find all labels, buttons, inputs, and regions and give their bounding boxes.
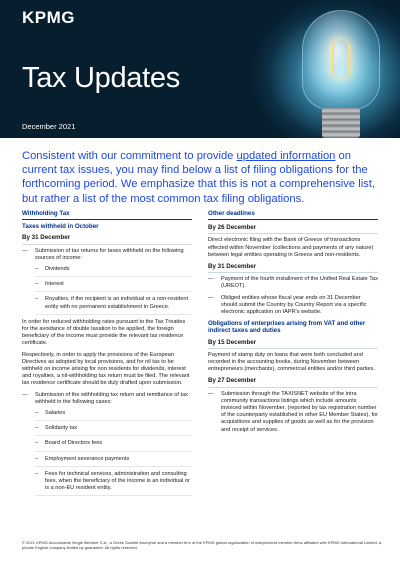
- page-title: Tax Updates: [22, 62, 180, 94]
- paragraph: Direct electronic filing with the Bank of Greece of transactions effected within November (collections and payments of any nature) between legal entities operating in Greece and non-residents.: [208, 237, 374, 258]
- paragraph: Payment of stamp duty on loans that were both concluded and recorded in the accounting books, during November between entrepreneurs (merchants), commercial entities and/or third parties.: [208, 351, 375, 373]
- deadline-date: By 27 December: [208, 377, 378, 387]
- list-item: – Royalties, if the recipient is an individual or a non-resident entity with no permanent establishment in Greece.: [35, 296, 192, 314]
- list-item: — Obliged entities whose fiscal year ends on 31 December should submit the Country by Country Report via a specific electronic application on IAPR's website.: [208, 294, 367, 316]
- sources-list: [25, 266, 192, 315]
- bulb-socket: [322, 108, 360, 138]
- subheading-taxes-withheld: Taxes withheld in October: [22, 223, 99, 231]
- list-item: – Employment severance payments: [35, 456, 192, 467]
- list-item: — Payment of the fourth installment of the Unified Real Estate Tax (UREOT).: [208, 276, 378, 290]
- bulb-filament: [332, 40, 350, 76]
- updated-information-link[interactable]: updated information: [236, 150, 336, 162]
- paragraph: Respectively, in order to apply the provisions of the European Directives as adopted by local provisions, and for nil tax to be withheld on income arising for non residents for dividends, interest and royalties, a nil-withholding tax return must be filed. The relevant tax residence certificate should be duly drafted upon submission.: [22, 351, 190, 387]
- deadline-date: By 31 December: [208, 263, 378, 273]
- copyright-footer: © 2021 KPMG Accountants Single Member S.A., a Greek Société Anonyme and a member firm of the KPMG global organization of independent member firms affiliated with KPMG International Limited, a private English company limited by guarantee. All rights reserved.: [22, 540, 382, 550]
- header-banner: [0, 0, 400, 138]
- kpmg-logo: KPMG: [22, 8, 75, 27]
- list-item: – Solidarity tax: [35, 425, 192, 436]
- list-item: – Salaries: [35, 410, 192, 421]
- list-item: – Dividends: [35, 266, 192, 277]
- left-column: [22, 210, 192, 500]
- section-heading-other-deadlines: Other deadlines: [208, 210, 378, 220]
- right-column: [208, 210, 378, 438]
- subheading-vat-obligations: Obligations of enterprises arising from VAT and other indirect taxes and duties: [208, 320, 366, 335]
- intro-text-end: on current tax issues, you may find below a list of filing obligations for the forthcoming period. We emphasize that this is not a comprehensive list, but rather a list of the most common tax filing obligations.: [22, 150, 375, 205]
- paragraph: In order for reduced withholding rates pursuant to the Tax Treaties for the avoidance of double taxation to be applied, the foreign beneficiary of the income must provide the relevant tax residence certificate.: [22, 318, 186, 347]
- issue-date: December 2021: [22, 122, 76, 131]
- list-item: — Submission of tax returns for taxes withheld on the following sources of income:: [22, 247, 184, 261]
- cases-list: [25, 410, 192, 496]
- section-heading-withholding: Withholding Tax: [22, 210, 192, 220]
- list-item: – Interest: [35, 281, 192, 292]
- list-item: — Submission of the withholding tax return and remittance of tax withheld in the following cases:: [22, 391, 188, 405]
- deadline-date: By 31 December: [22, 234, 192, 244]
- deadline-date: By 15 December: [208, 339, 378, 349]
- list-item: — Submission through the TAXISNET website of the intra community transactions listings which include amounts invoiced within November, (reported by tax registration number of the counterparty established in other EU Member States), for acquisitions and supplies of goods as well as for the provision and receipt of services.: [208, 390, 379, 433]
- intro-paragraph: [22, 149, 382, 206]
- intro-text-start: Consistent with our commitment to provide: [22, 150, 237, 162]
- deadline-date: By 26 December: [208, 224, 378, 234]
- list-item: – Board of Directors fees: [35, 440, 192, 451]
- list-item: – Fees for technical services, administration and consulting fees, when the beneficiary of the income is an individual or is a non-EU resident entity.: [35, 471, 192, 497]
